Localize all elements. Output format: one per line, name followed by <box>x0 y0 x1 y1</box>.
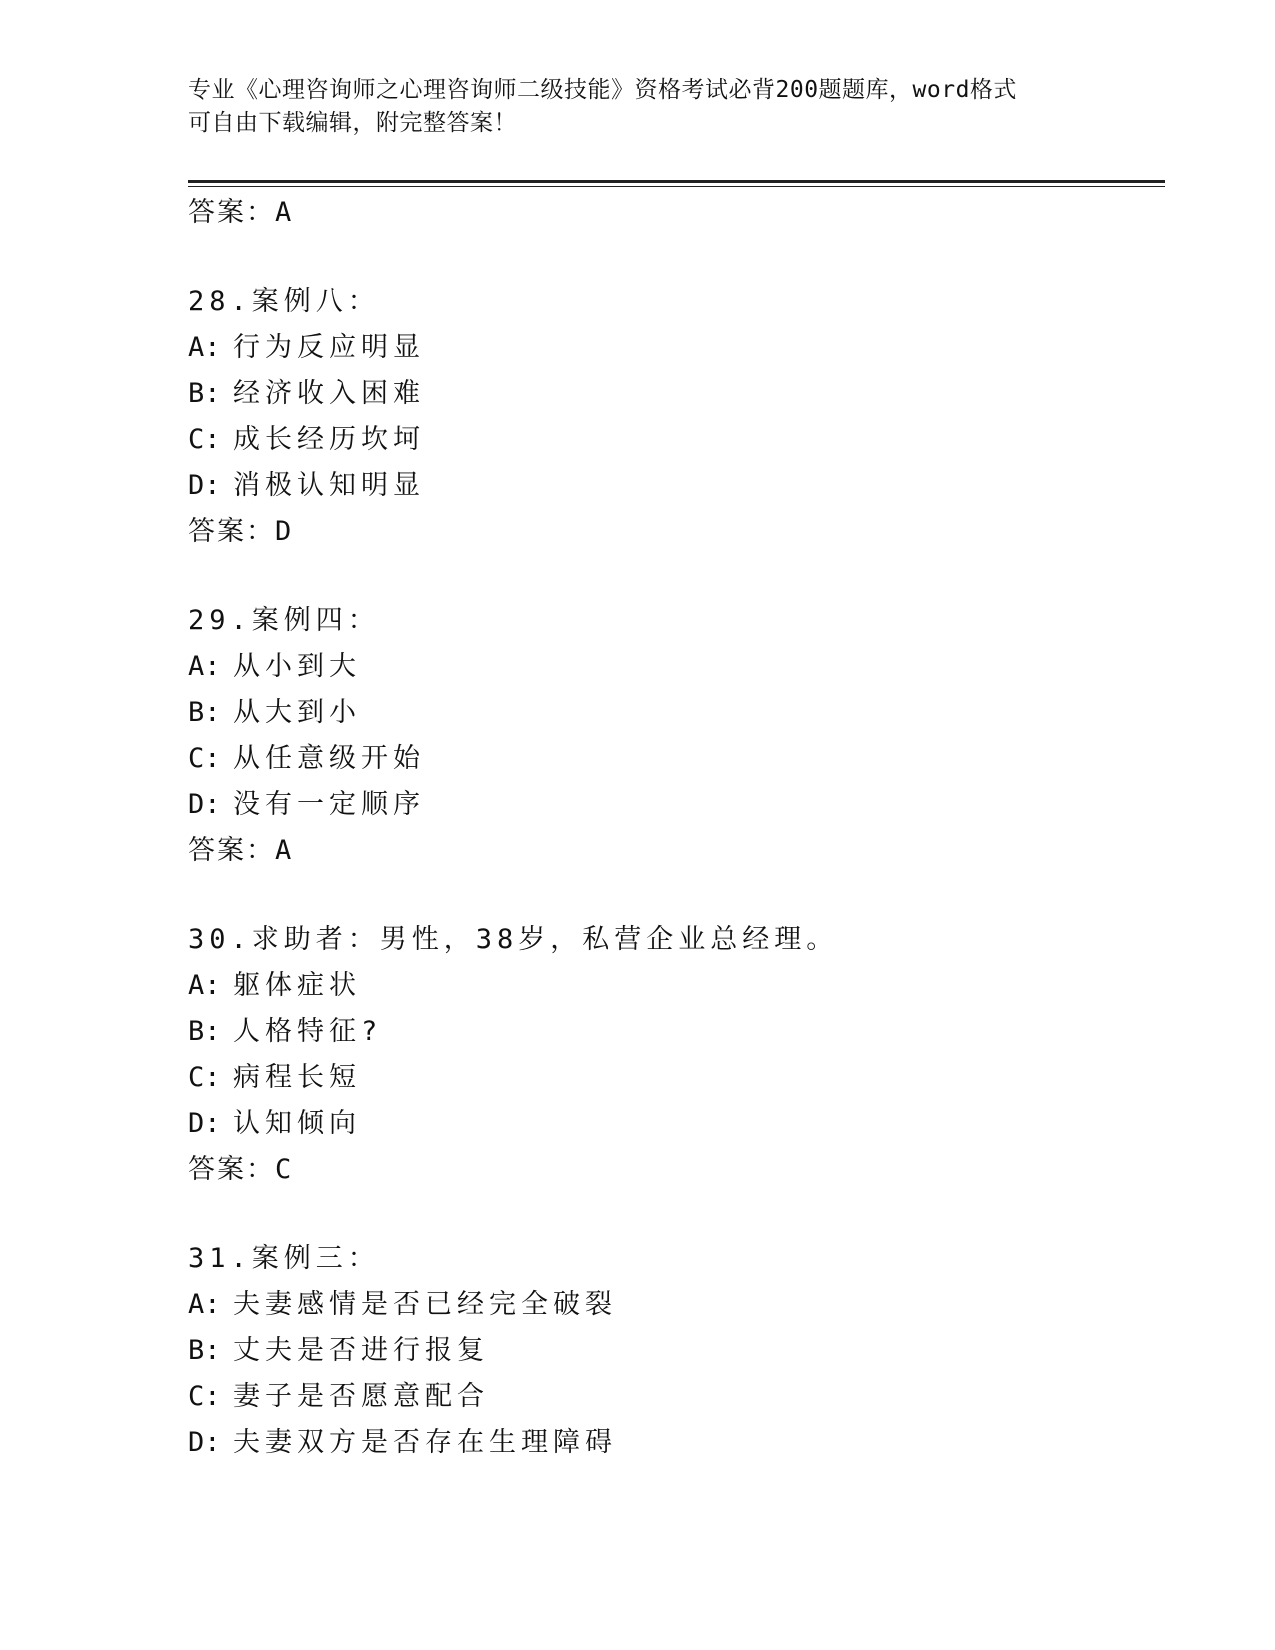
question-list <box>188 190 1165 1466</box>
option-a: A: 行为反应明显 <box>188 332 425 363</box>
option-b: B: 丈夫是否进行报复 <box>188 1335 489 1366</box>
question-title: 28.案例八： <box>188 286 380 317</box>
header-line-1: 专业《心理咨询师之心理咨询师二级技能》资格考试必背200题题库，word格式 <box>188 77 1017 103</box>
option-a: A: 从小到大 <box>188 651 361 682</box>
header-divider-thin <box>188 186 1165 187</box>
question-block <box>188 279 1165 555</box>
document-header <box>188 74 1078 140</box>
option-a: A: 躯体症状 <box>188 970 361 1001</box>
question-title: 29.案例四： <box>188 605 380 636</box>
option-b: B: 经济收入困难 <box>188 378 425 409</box>
option-d: D: 认知倾向 <box>188 1108 361 1139</box>
question-title: 31.案例三： <box>188 1243 380 1274</box>
option-b: B: 人格特征? <box>188 1016 383 1047</box>
option-c: C: 从任意级开始 <box>188 743 425 774</box>
answer-line: 答案：C <box>188 1154 294 1185</box>
option-c: C: 成长经历坎坷 <box>188 424 425 455</box>
option-c: C: 妻子是否愿意配合 <box>188 1381 489 1412</box>
question-title: 30.求助者：男性，38岁，私营企业总经理。 <box>188 924 839 955</box>
option-b: B: 从大到小 <box>188 697 361 728</box>
option-d: D: 没有一定顺序 <box>188 789 425 820</box>
option-d: D: 夫妻双方是否存在生理障碍 <box>188 1427 617 1458</box>
question-block <box>188 1236 1165 1466</box>
question-block <box>188 917 1165 1193</box>
question-block <box>188 598 1165 874</box>
answer-line: 答案：A <box>188 835 294 866</box>
answer-line: 答案：D <box>188 516 294 547</box>
option-d: D: 消极认知明显 <box>188 470 425 501</box>
answer-line: 答案：A <box>188 197 294 228</box>
option-c: C: 病程长短 <box>188 1062 361 1093</box>
option-a: A: 夫妻感情是否已经完全破裂 <box>188 1289 617 1320</box>
header-divider-thick <box>188 180 1165 183</box>
header-line-2: 可自由下载编辑，附完整答案！ <box>188 110 517 136</box>
